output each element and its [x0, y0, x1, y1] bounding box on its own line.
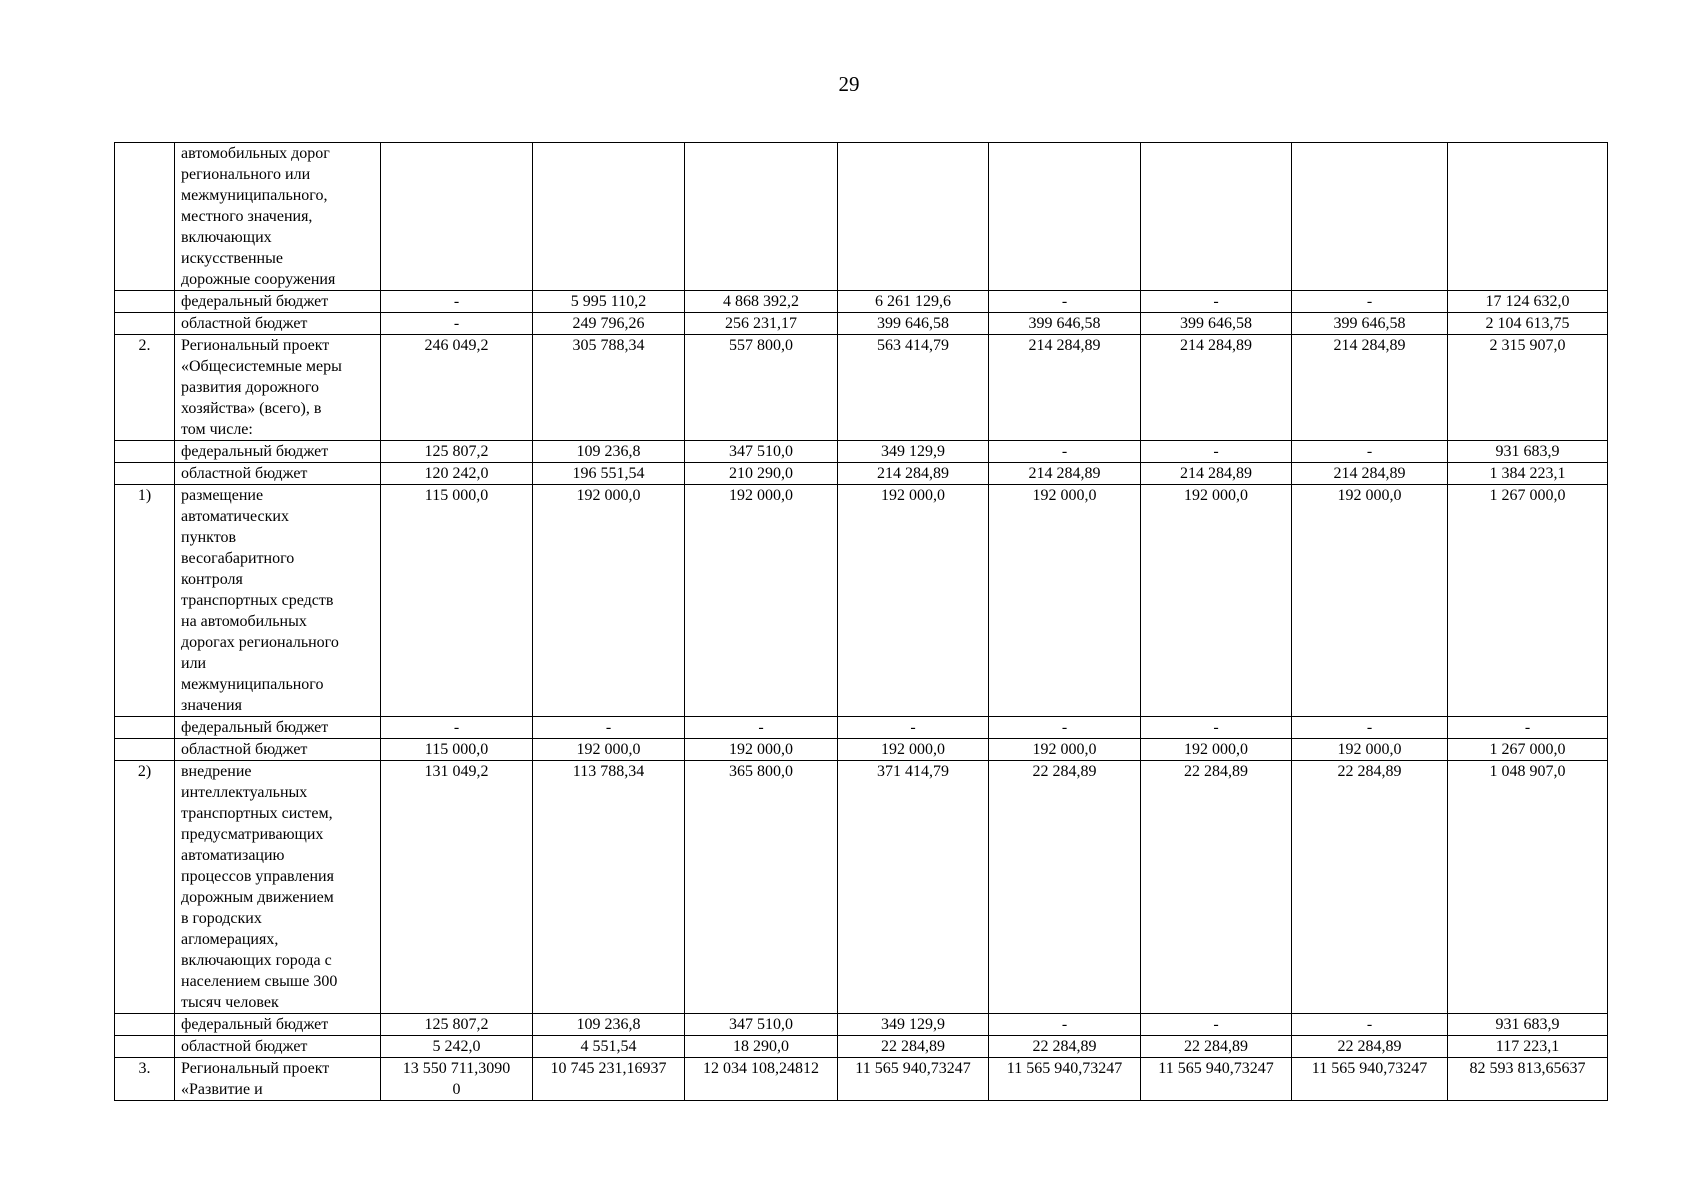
value-text: 192 000,0 [576, 487, 641, 504]
value-cell [685, 335, 838, 441]
row-number [115, 1014, 175, 1036]
value-cell [685, 739, 838, 761]
value-cell [1292, 739, 1448, 761]
table-row [115, 463, 1608, 485]
value-cell [1141, 1058, 1292, 1101]
value-text: - [758, 719, 764, 736]
value-cell [533, 739, 685, 761]
row-number [115, 717, 175, 739]
value-cell [381, 1036, 533, 1058]
value-text: 210 290,0 [729, 465, 793, 482]
value-text: 11 565 940,73247 [1158, 1060, 1274, 1077]
value-text: 563 414,79 [877, 337, 949, 354]
value-cell [533, 1014, 685, 1036]
value-cell [533, 717, 685, 739]
value-cell [1292, 485, 1448, 717]
value-cell [838, 463, 989, 485]
value-cell [1448, 717, 1608, 739]
value-cell [1292, 1014, 1448, 1036]
table-row [115, 1036, 1608, 1058]
value-cell [685, 1014, 838, 1036]
description-line: интеллектуальных [181, 784, 308, 801]
value-cell [838, 1036, 989, 1058]
value-cell [381, 463, 533, 485]
value-text: 399 646,58 [877, 315, 949, 332]
value-text: 1 048 907,0 [1489, 763, 1566, 780]
value-cell [381, 335, 533, 441]
value-text: 249 796,26 [572, 315, 645, 332]
value-cell [1448, 335, 1608, 441]
value-text: - [1061, 719, 1068, 736]
value-cell [989, 761, 1141, 1014]
value-text: 349 129,9 [881, 443, 945, 460]
value-text: 1 267 000,0 [1489, 487, 1566, 504]
value-cell [1292, 1058, 1448, 1101]
row-number [115, 313, 175, 335]
description-line: пунктов [181, 529, 237, 546]
row-description [175, 485, 381, 717]
value-cell [1448, 313, 1608, 335]
value-text: - [1061, 1016, 1068, 1033]
value-cell [685, 441, 838, 463]
description-line: автомобильных дорог [181, 145, 330, 162]
description-line: включающих [181, 229, 272, 246]
value-cell [1448, 463, 1608, 485]
value-cell [533, 761, 685, 1014]
table-row [115, 441, 1608, 463]
description-line: том числе: [181, 421, 253, 438]
value-text: 192 000,0 [1032, 487, 1097, 504]
row-description [175, 761, 381, 1014]
value-cell [838, 441, 989, 463]
row-description [175, 1058, 381, 1101]
value-cell [381, 441, 533, 463]
value-text: - [605, 719, 612, 736]
value-text: 192 000,0 [1184, 741, 1248, 758]
description-line: значения [181, 697, 242, 714]
value-cell [1292, 335, 1448, 441]
description-line: весогабаритного [181, 550, 295, 567]
value-text: 22 284,89 [1184, 1038, 1248, 1055]
value-cell [533, 143, 685, 291]
value-text: - [453, 719, 460, 736]
value-text: 109 236,8 [576, 443, 641, 460]
value-cell [1141, 143, 1292, 291]
value-text: 12 034 108,24812 [703, 1060, 819, 1077]
value-text: 109 236,8 [576, 1016, 641, 1033]
value-text: 2 104 613,75 [1485, 315, 1570, 332]
value-text: 120 242,0 [424, 465, 489, 482]
value-text: 192 000,0 [1337, 487, 1402, 504]
value-cell [1292, 441, 1448, 463]
value-text: 22 284,89 [1184, 763, 1248, 780]
value-cell [1141, 1014, 1292, 1036]
value-cell [1292, 761, 1448, 1014]
row-description [175, 313, 381, 335]
description-line: Региональный проект [181, 337, 330, 354]
value-cell [989, 739, 1141, 761]
value-text: 214 284,89 [1028, 337, 1101, 354]
value-text: - [1366, 1016, 1373, 1033]
value-text: 214 284,89 [1333, 465, 1406, 482]
value-text: 371 414,79 [877, 763, 949, 780]
value-text: 349 129,9 [881, 1016, 945, 1033]
value-cell [989, 1036, 1141, 1058]
row-description [175, 463, 381, 485]
value-cell [1141, 739, 1292, 761]
description-line: населением свыше 300 [181, 973, 338, 990]
value-text: 113 788,34 [572, 763, 645, 780]
description-line: «Развитие и [181, 1081, 263, 1098]
row-description [175, 1036, 381, 1058]
value-cell [381, 313, 533, 335]
value-cell [1448, 1058, 1608, 1101]
value-text: 11 565 940,73247 [855, 1060, 971, 1077]
value-text: 214 284,89 [1028, 465, 1101, 482]
table-row [115, 761, 1608, 1014]
value-text: 115 000,0 [424, 741, 489, 758]
value-text: 2 315 907,0 [1489, 337, 1566, 354]
table-row [115, 485, 1608, 717]
value-text: - [1213, 293, 1219, 310]
value-text-continuation: 0 [452, 1081, 461, 1098]
row-number [115, 441, 175, 463]
value-cell [989, 463, 1141, 485]
value-cell [1448, 485, 1608, 717]
row-number: 1) [115, 485, 175, 717]
row-number [115, 1036, 175, 1058]
description-line: местного значения, [181, 208, 313, 225]
value-text: 192 000,0 [729, 741, 793, 758]
value-cell [685, 143, 838, 291]
value-cell [685, 761, 838, 1014]
description-line: областной бюджет [181, 465, 308, 482]
value-cell [381, 143, 533, 291]
value-cell [838, 143, 989, 291]
row-number [115, 739, 175, 761]
value-cell [381, 739, 533, 761]
value-cell [1448, 739, 1608, 761]
budget-table [114, 142, 1608, 1101]
description-line: внедрение [181, 763, 252, 780]
row-description [175, 335, 381, 441]
value-cell [1292, 717, 1448, 739]
value-text: - [1366, 719, 1373, 736]
value-cell [838, 1014, 989, 1036]
value-text: 399 646,58 [1180, 315, 1252, 332]
value-text: 192 000,0 [1032, 741, 1097, 758]
description-line: областной бюджет [181, 1038, 308, 1055]
row-number [115, 143, 175, 291]
value-cell [533, 291, 685, 313]
value-text: - [1213, 1016, 1219, 1033]
value-text: - [453, 293, 460, 310]
description-line: федеральный бюджет [181, 443, 329, 460]
description-line: регионального или [181, 166, 311, 183]
description-line: размещение [181, 487, 264, 504]
description-line: предусматривающих [181, 826, 324, 843]
value-text: - [1213, 719, 1219, 736]
value-cell [1141, 335, 1292, 441]
description-line: автоматизацию [181, 847, 285, 864]
description-line: искусственные [181, 250, 283, 267]
value-cell [381, 1014, 533, 1036]
row-description [175, 441, 381, 463]
value-cell [989, 291, 1141, 313]
value-text: 22 284,89 [1032, 763, 1097, 780]
value-cell [1141, 717, 1292, 739]
value-text: 192 000,0 [1337, 741, 1402, 758]
value-cell [989, 143, 1141, 291]
value-text: 557 800,0 [729, 337, 793, 354]
value-cell [685, 1058, 838, 1101]
description-line: областной бюджет [181, 741, 308, 758]
value-text: 931 683,9 [1495, 443, 1560, 460]
value-text: 22 284,89 [1337, 763, 1402, 780]
value-text: - [1366, 443, 1373, 460]
value-text: 22 284,89 [1337, 1038, 1402, 1055]
value-cell [381, 485, 533, 717]
row-number: 3. [115, 1058, 175, 1101]
row-number [115, 291, 175, 313]
value-cell [989, 441, 1141, 463]
value-cell [1448, 1014, 1608, 1036]
description-line: федеральный бюджет [181, 719, 329, 736]
value-cell [685, 463, 838, 485]
value-text: 214 284,89 [1180, 465, 1252, 482]
value-text: 117 223,1 [1495, 1038, 1560, 1055]
row-description [175, 717, 381, 739]
value-cell [838, 761, 989, 1014]
table-row [115, 1014, 1608, 1036]
budget-table-body [115, 143, 1608, 1101]
value-cell [1141, 485, 1292, 717]
value-cell [685, 313, 838, 335]
description-line: транспортных систем, [181, 805, 333, 822]
description-line: тысяч человек [181, 994, 279, 1011]
value-text: - [910, 719, 916, 736]
page-number: 29 [838, 72, 860, 96]
value-text: 5 995 110,2 [570, 293, 647, 310]
value-text: 347 510,0 [729, 1016, 793, 1033]
value-cell [989, 313, 1141, 335]
row-description [175, 143, 381, 291]
table-row [115, 717, 1608, 739]
value-cell [1292, 143, 1448, 291]
row-description [175, 739, 381, 761]
value-text: 192 000,0 [729, 487, 793, 504]
value-cell [989, 335, 1141, 441]
value-text: 125 807,2 [424, 443, 489, 460]
value-text: 196 551,54 [572, 465, 645, 482]
value-cell [838, 739, 989, 761]
description-line: автоматических [181, 508, 289, 525]
value-cell [1141, 291, 1292, 313]
value-cell [989, 1058, 1141, 1101]
value-text: 256 231,17 [725, 315, 797, 332]
description-line: агломерациях, [181, 931, 279, 948]
value-cell [533, 1036, 685, 1058]
value-cell [989, 485, 1141, 717]
value-text: 1 384 223,1 [1489, 465, 1566, 482]
description-line: «Общесистемные меры [181, 358, 342, 375]
value-text: 399 646,58 [1028, 315, 1101, 332]
value-cell [1141, 313, 1292, 335]
value-cell [1141, 463, 1292, 485]
value-text: 22 284,89 [1032, 1038, 1097, 1055]
description-line: контроля [181, 571, 243, 588]
description-line: межмуниципального, [181, 187, 328, 204]
value-text: 214 284,89 [877, 465, 949, 482]
value-text: - [453, 315, 460, 332]
row-number [115, 463, 175, 485]
value-text: 246 049,2 [424, 337, 489, 354]
value-cell [1448, 761, 1608, 1014]
value-cell [1448, 1036, 1608, 1058]
table-row [115, 1058, 1608, 1101]
description-line: хозяйства» (всего), в [181, 400, 322, 417]
value-text: 214 284,89 [1333, 337, 1406, 354]
description-line: дорожным движением [181, 889, 334, 906]
value-cell [1141, 441, 1292, 463]
value-text: 10 745 231,16937 [550, 1060, 667, 1077]
value-cell [533, 485, 685, 717]
value-text: 6 261 129,6 [875, 293, 951, 310]
description-line: развития дорожного [181, 379, 319, 396]
value-cell [1141, 1036, 1292, 1058]
description-line: включающих города с [181, 952, 332, 969]
description-line: на автомобильных [181, 613, 307, 630]
value-cell [838, 1058, 989, 1101]
value-text: 82 593 813,65637 [1469, 1060, 1586, 1077]
value-text: 214 284,89 [1180, 337, 1252, 354]
value-text: - [1524, 719, 1531, 736]
description-line: дорогах регионального [181, 634, 339, 651]
table-row [115, 739, 1608, 761]
description-line: областной бюджет [181, 315, 308, 332]
value-cell [838, 717, 989, 739]
value-cell [1448, 441, 1608, 463]
value-cell [989, 717, 1141, 739]
value-text: 13 550 711,3090 [402, 1060, 511, 1077]
value-text: 4 551,54 [580, 1038, 637, 1055]
value-text: 931 683,9 [1495, 1016, 1560, 1033]
value-cell [1292, 463, 1448, 485]
value-cell [838, 291, 989, 313]
value-text: 192 000,0 [881, 741, 945, 758]
value-cell [1292, 1036, 1448, 1058]
table-row [115, 291, 1608, 313]
value-cell [381, 717, 533, 739]
value-text: - [1061, 443, 1068, 460]
value-text: 347 510,0 [729, 443, 793, 460]
description-line: федеральный бюджет [181, 1016, 329, 1033]
value-cell [1292, 291, 1448, 313]
value-cell [685, 1036, 838, 1058]
table-row [115, 143, 1608, 291]
value-cell [989, 1014, 1141, 1036]
value-text: 5 242,0 [432, 1038, 481, 1055]
value-text: 305 788,34 [572, 337, 645, 354]
row-number: 2. [115, 335, 175, 441]
description-line: Региональный проект [181, 1060, 330, 1077]
value-cell [838, 485, 989, 717]
value-text: 1 267 000,0 [1489, 741, 1566, 758]
value-cell [533, 463, 685, 485]
table-row [115, 313, 1608, 335]
value-text: 11 565 940,73247 [1006, 1060, 1123, 1077]
value-cell [838, 335, 989, 441]
table-row [115, 335, 1608, 441]
value-cell [533, 441, 685, 463]
value-cell [533, 335, 685, 441]
description-line: или [181, 655, 207, 672]
value-text: 17 124 632,0 [1485, 293, 1570, 310]
description-line: транспортных средств [181, 592, 334, 609]
description-line: межмуниципального [181, 676, 324, 693]
row-number: 2) [115, 761, 175, 1014]
description-line: в городских [181, 910, 262, 927]
value-text: 399 646,58 [1333, 315, 1406, 332]
value-text: - [1061, 293, 1068, 310]
value-cell [1292, 313, 1448, 335]
value-cell [381, 1058, 533, 1101]
value-text: 11 565 940,73247 [1311, 1060, 1428, 1077]
value-cell [685, 717, 838, 739]
value-text: 192 000,0 [881, 487, 945, 504]
description-line: процессов управления [181, 868, 334, 885]
value-cell [1448, 143, 1608, 291]
row-description [175, 291, 381, 313]
value-text: 125 807,2 [424, 1016, 489, 1033]
value-cell [685, 291, 838, 313]
value-cell [533, 1058, 685, 1101]
value-text: 131 049,2 [424, 763, 489, 780]
value-cell [533, 313, 685, 335]
value-cell [381, 291, 533, 313]
value-cell [1141, 761, 1292, 1014]
value-cell [838, 313, 989, 335]
value-text: 365 800,0 [729, 763, 793, 780]
value-cell [381, 761, 533, 1014]
value-text: - [1366, 293, 1373, 310]
description-line: федеральный бюджет [181, 293, 329, 310]
row-description [175, 1014, 381, 1036]
description-line: дорожные сооружения [181, 271, 336, 288]
value-text: 115 000,0 [424, 487, 489, 504]
value-text: - [1213, 443, 1219, 460]
value-text: 192 000,0 [576, 741, 641, 758]
value-text: 192 000,0 [1184, 487, 1248, 504]
value-text: 18 290,0 [733, 1038, 789, 1055]
value-cell [1448, 291, 1608, 313]
value-text: 22 284,89 [881, 1038, 945, 1055]
value-cell [685, 485, 838, 717]
value-text: 4 868 392,2 [723, 293, 799, 310]
